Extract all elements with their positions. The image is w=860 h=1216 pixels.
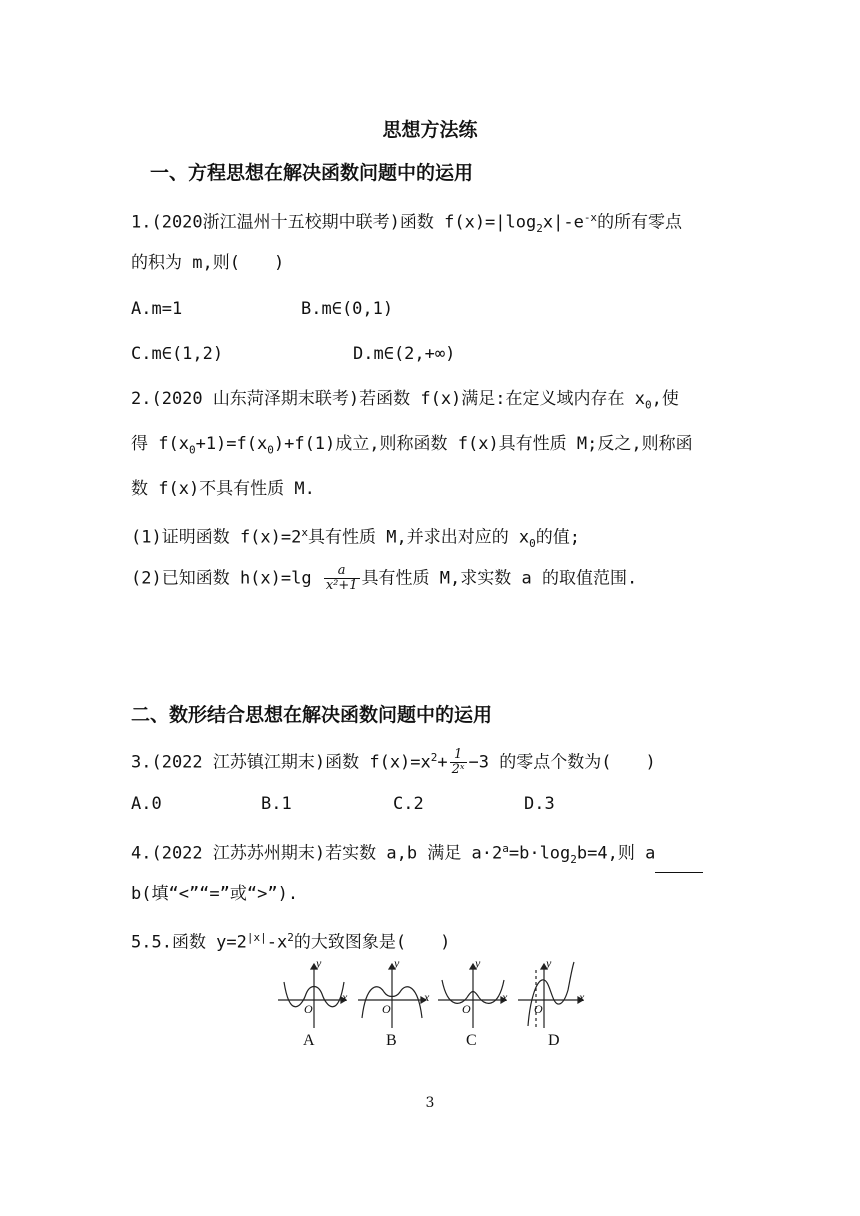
- graph-label-c: C: [466, 1032, 477, 1049]
- graph-c: [438, 964, 506, 1028]
- q2-stem-line3: 数 f(x)不具有性质 M.: [131, 479, 315, 499]
- graph-label-a: A: [303, 1032, 315, 1049]
- axis-x-label: x: [424, 990, 430, 1004]
- q1-stem-line2: 的积为 m,则( ): [131, 253, 285, 273]
- q1-stem-line1: 1.(2020浙江温州十五校期中联考)函数 $f(x)=|\log_2x|-e^{-x}$的所有零点: [131, 211, 683, 236]
- q3-option-a: A.0: [131, 794, 162, 814]
- origin-label: O: [534, 1002, 543, 1016]
- graph-label-d: D: [548, 1032, 560, 1049]
- axis-x-label: x: [579, 990, 585, 1004]
- graph-b: [358, 964, 426, 1028]
- q1-option-d: D.m∈(2,+∞): [353, 344, 456, 364]
- page-title: 思想方法练: [382, 119, 478, 141]
- q5-stem: 5.5.函数 $y=2^{|x|}-x^2$的大致图象是( ): [131, 931, 451, 953]
- axis-x-label: x: [342, 990, 348, 1004]
- origin-label: O: [382, 1002, 391, 1016]
- q3-option-d: D.3: [524, 794, 555, 814]
- graph-d: [518, 962, 583, 1028]
- q3-option-b: B.1: [261, 794, 292, 814]
- origin-label: O: [304, 1002, 313, 1016]
- q1-option-b: B.m∈(0,1): [301, 299, 394, 319]
- page-number: 3: [425, 1095, 435, 1111]
- q3-stem: 3.(2022 江苏镇江期末)函数 $f(x)=x^2+$ $\frac{1}{\text{2ˣ}}$ −3 的零点个数为( ): [131, 747, 656, 778]
- fraction: $\frac{1}{\text{2ˣ}}$: [451, 747, 465, 778]
- graph-figure: [278, 960, 588, 1030]
- axis-y-label: y: [546, 956, 552, 970]
- q2-stem-line1: 2.(2020 山东菏泽期末联考)若函数 f(x)满足:在定义域内存在 $x_0$,使: [131, 389, 679, 412]
- fraction: $\frac{a}{\text{x²+1}}$: [325, 563, 358, 593]
- q4-stem-line1: 4.(2022 江苏苏州期末)若实数 a,b 满足 $a\cdot 2^a=b\cdot\log_2b=4$,则 a: [131, 836, 703, 873]
- axis-y-label: y: [316, 956, 322, 970]
- axis-y-label: y: [394, 956, 400, 970]
- q1-option-a: A.m=1: [131, 299, 183, 319]
- answer-blank: [655, 854, 703, 873]
- graph-a: [278, 964, 346, 1028]
- q2-part2: (2)已知函数 h(x)=lg $\frac{a}{\text{x²+1}}$ 具有性质 M,求实数 a 的取值范围.: [131, 563, 638, 593]
- axis-x-label: x: [502, 990, 508, 1004]
- origin-label: O: [462, 1002, 471, 1016]
- graph-label-b: B: [386, 1032, 397, 1049]
- section1-heading: 一、方程思想在解决函数问题中的运用: [150, 162, 474, 184]
- axis-y-label: y: [475, 956, 481, 970]
- q1-option-c: C.m∈(1,2): [131, 344, 224, 364]
- section2-heading: 二、数形结合思想在解决函数问题中的运用: [131, 704, 493, 726]
- q3-option-c: C.2: [393, 794, 424, 814]
- q2-stem-line2: 得 $f(x_0+1)=f(x_0)+f(1)$成立,则称函数 f(x)具有性质 M;反之,则称函: [131, 434, 693, 457]
- q2-part1: (1)证明函数 $f(x)=2^x$具有性质 M,并求出对应的 $x_0$的值;: [131, 526, 581, 551]
- q4-stem-line2: b(填“<”“=”或“>”).: [131, 884, 299, 904]
